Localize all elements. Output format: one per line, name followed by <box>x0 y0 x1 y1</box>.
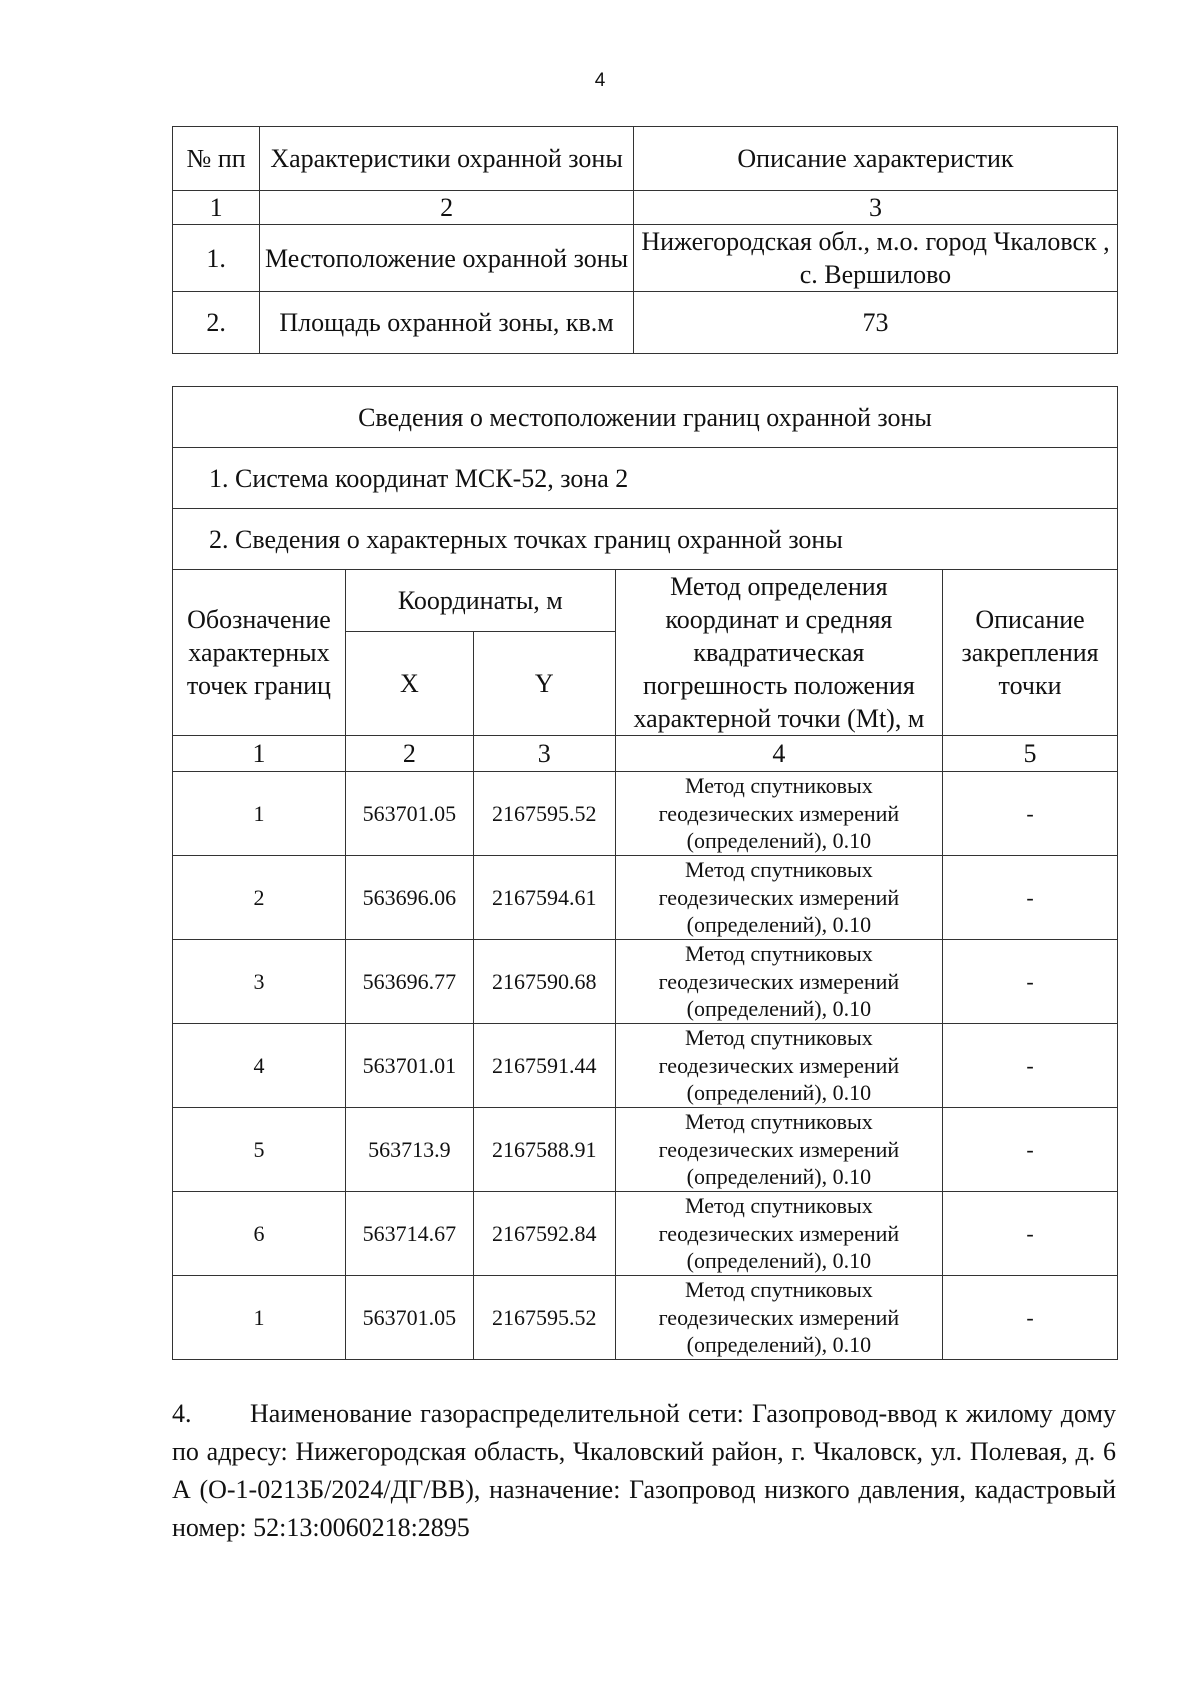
coordinate-y: 2167595.52 <box>473 772 615 856</box>
column-number-row <box>173 736 1118 772</box>
coordinate-y: 2167591.44 <box>473 1024 615 1108</box>
coordinate-y: 2167594.61 <box>473 856 615 940</box>
determination-method: Метод спутниковых геодезических измерений (определений), 0.10 <box>615 1276 942 1360</box>
characteristic-value: 73 <box>633 292 1117 354</box>
point-number: 1 <box>173 772 346 856</box>
header-cell-y: Y <box>473 631 615 735</box>
table-row <box>173 1024 1118 1108</box>
table-row <box>173 1108 1118 1192</box>
coordinate-y: 2167592.84 <box>473 1192 615 1276</box>
characteristic-name: Площадь охранной зоны, кв.м <box>260 292 634 354</box>
coordinate-x: 563701.05 <box>345 1276 473 1360</box>
coordinate-x: 563701.01 <box>345 1024 473 1108</box>
column-number: 2 <box>345 736 473 772</box>
gas-network-paragraph <box>172 1395 1116 1547</box>
column-number: 1 <box>173 191 260 225</box>
coordinate-x: 563714.67 <box>345 1192 473 1276</box>
column-number: 1 <box>173 736 346 772</box>
coordinate-x: 563696.06 <box>345 856 473 940</box>
table-row <box>173 940 1118 1024</box>
boundary-points-table <box>172 386 1118 1360</box>
coordinate-x: 563701.05 <box>345 772 473 856</box>
table-row <box>173 772 1118 856</box>
page-number: 4 <box>594 70 606 91</box>
boundary-table-title: Сведения о местоположении границ охранной зоны <box>173 387 1118 448</box>
determination-method: Метод спутниковых геодезических измерений (определений), 0.10 <box>615 1192 942 1276</box>
determination-method: Метод спутниковых геодезических измерений (определений), 0.10 <box>615 856 942 940</box>
determination-method: Метод спутниковых геодезических измерений (определений), 0.10 <box>615 940 942 1024</box>
paragraph-number: 4. <box>172 1399 192 1428</box>
header-cell-characteristics: Характеристики охранной зоны <box>260 127 634 191</box>
point-number: 1 <box>173 1276 346 1360</box>
coordinate-x: 563696.77 <box>345 940 473 1024</box>
coordinate-y: 2167588.91 <box>473 1108 615 1192</box>
table-header-row <box>173 570 1118 632</box>
table-header-row <box>173 127 1118 191</box>
column-number: 3 <box>633 191 1117 225</box>
characteristic-name: Местоположение охранной зоны <box>260 225 634 292</box>
point-number: 5 <box>173 1108 346 1192</box>
fixing-description: - <box>943 1108 1118 1192</box>
column-number: 5 <box>943 736 1118 772</box>
column-number-row <box>173 191 1118 225</box>
coordinate-y: 2167595.52 <box>473 1276 615 1360</box>
fixing-description: - <box>943 1192 1118 1276</box>
header-cell-x: X <box>345 631 473 735</box>
row-number: 1. <box>173 225 260 292</box>
table-row <box>173 1192 1118 1276</box>
fixing-description: - <box>943 1024 1118 1108</box>
determination-method: Метод спутниковых геодезических измерений (определений), 0.10 <box>615 1108 942 1192</box>
fixing-description: - <box>943 940 1118 1024</box>
point-number: 6 <box>173 1192 346 1276</box>
header-cell-method: Метод определения координат и средняя квадратическая погрешность положения характерной точки (Mt), м <box>615 570 942 736</box>
table-row <box>173 1276 1118 1360</box>
point-number: 4 <box>173 1024 346 1108</box>
determination-method: Метод спутниковых геодезических измерений (определений), 0.10 <box>615 1024 942 1108</box>
row-number: 2. <box>173 292 260 354</box>
coordinate-system-row: 1. Система координат МСК-52, зона 2 <box>173 448 1118 509</box>
fixing-description: - <box>943 1276 1118 1360</box>
column-number: 4 <box>615 736 942 772</box>
header-cell-designation: Обозначение характерных точек границ <box>173 570 346 736</box>
determination-method: Метод спутниковых геодезических измерений (определений), 0.10 <box>615 772 942 856</box>
table-row <box>173 856 1118 940</box>
header-cell-fixing: Описание закрепления точки <box>943 570 1118 736</box>
column-number: 2 <box>260 191 634 225</box>
paragraph-text: Наименование газораспределительной сети: Газопровод-ввод к жилому дому по адресу: Нижегородская область, Чкаловский район, г. Чкаловск, ул. Полевая, д. 6 А (О-1-0213Б/2024/ДГ/ВВ), назначение: Газопровод низкого давления, кадастровый номер: 52:13:0060218:2895 <box>172 1399 1116 1542</box>
coordinate-y: 2167590.68 <box>473 940 615 1024</box>
protection-zone-characteristics-table <box>172 126 1118 354</box>
header-cell-coordinates: Координаты, м <box>345 570 615 632</box>
header-cell-number: № пп <box>173 127 260 191</box>
table-row <box>173 292 1118 354</box>
point-number: 2 <box>173 856 346 940</box>
table-row <box>173 225 1118 292</box>
column-number: 3 <box>473 736 615 772</box>
point-number: 3 <box>173 940 346 1024</box>
coordinate-x: 563713.9 <box>345 1108 473 1192</box>
fixing-description: - <box>943 772 1118 856</box>
header-cell-description: Описание характеристик <box>633 127 1117 191</box>
fixing-description: - <box>943 856 1118 940</box>
characteristic-value: Нижегородская обл., м.о. город Чкаловск , с. Вершилово <box>633 225 1117 292</box>
boundary-points-heading: 2. Сведения о характерных точках границ охранной зоны <box>173 509 1118 570</box>
